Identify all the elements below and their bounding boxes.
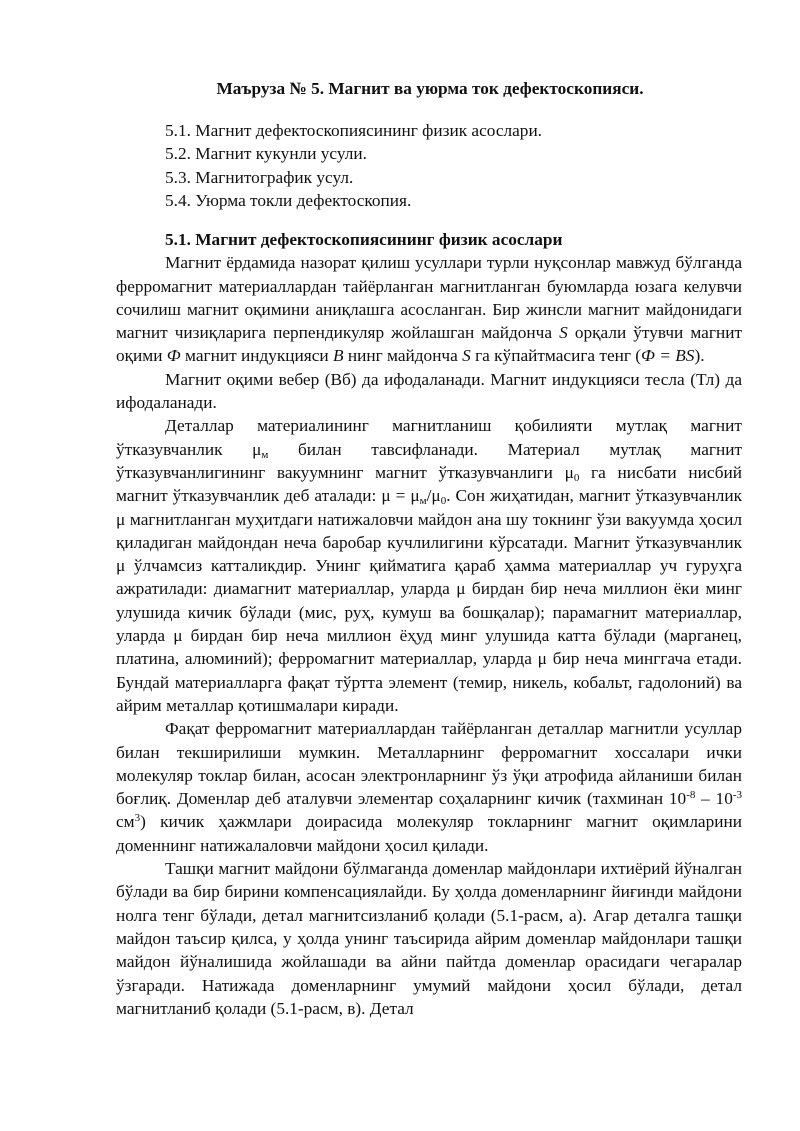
text-run: ) кичик ҳажмлари доирасида молекуляр токларнинг магнит оқимларини доменнинг натижалаловчи майдони ҳосил қилади. — [116, 812, 742, 855]
section-heading: 5.1. Магнит дефектоскопиясининг физик асослари — [165, 230, 563, 249]
superscript: -3 — [732, 789, 742, 802]
table-of-contents — [165, 119, 542, 212]
superscript: -8 — [686, 789, 696, 802]
symbol-area: S — [462, 346, 471, 366]
symbol-induction: В — [332, 346, 344, 366]
text-run: га нисбати нисбий магнит ўтказувчанлик деб аталади: μ = μ — [116, 462, 742, 506]
subscript: 0 — [440, 495, 447, 508]
text-run: Фақат ферромагнит материаллардан тайёрланган деталлар магнитли усуллар билан текширилиши мумкин. Металларнинг ферромагнит хоссалари ички молекуляр токлар билан, асосан электронларнинг ўз ўқи атрофида айланиши билан боғлиқ. Доменлар деб аталувчи элементар соҳаларнинг кичик (тахминан 10 — [116, 719, 742, 809]
text-run: . Сон жиҳатидан, магнит ўтказувчанлик μ магнитланган муҳитдаги натижаловчи майдон ана шу токнинг ўзи вакуумда ҳосил қиладиган майдондан неча баробар кучлилигини кўрсатади. Магнит ўтказувчанлик μ ўлчамсиз катталикдир. Унинг қийматига қараб ҳамма материаллар уч гуруҳга ажратилади: диамагнит материаллар, уларда μ бирдан бир неча миллион ёки минг улушида кичик бўлади (мис, руҳ, кумуш ва бошқалар); парамагнит материаллар, уларда μ бирдан бир неча миллион ёҳуд минг улушида катта бўлади (марганец, платина, алюминий); ферромагнит материаллар, уларда μ бир неча минггача етади. Бундай материалларга фақат тўртта элемент (темир, никель, кобальт, гадолоний) ва айрим металлар қотишмалари киради. — [116, 486, 742, 715]
paragraph-permeability — [116, 414, 742, 717]
text-run: нинг майдонча — [343, 346, 463, 366]
paragraph-ferromagnetic — [116, 717, 742, 857]
text-run: ). — [694, 346, 705, 366]
superscript: 3 — [134, 812, 141, 825]
paragraph-magnetic-control — [116, 251, 742, 367]
document-body — [116, 228, 742, 1020]
toc-item: 5.3. Магнитографик усул. — [165, 167, 354, 187]
toc-item: 5.2. Магнит кукунли усули. — [165, 144, 367, 164]
toc-item: 5.1. Магнит дефектоскопиясининг физик асослари. — [165, 121, 543, 140]
text-run: – 10 — [695, 789, 733, 809]
text-run: магнит индукцияси — [180, 346, 333, 366]
symbol-area: S — [559, 323, 568, 343]
formula-flux: Ф = BS — [641, 346, 695, 366]
subscript: 0 — [573, 471, 580, 484]
text-run: см — [116, 812, 135, 832]
text-run: Деталлар материалининг магнитланиш қобилияти мутлақ магнит ўтказувчанлик μ — [116, 416, 742, 459]
text-run: билан тавсифланади. Материал мутлақ магнит ўтказувчанлигининг вакуумнинг магнит ўтказувчанлиги μ — [116, 439, 743, 482]
subscript: м — [261, 448, 269, 461]
paragraph-domains: Ташқи магнит майдони бўлмаганда доменлар майдонлари ихтиёрий йўналган бўлади ва бир бирини компенсациялайди. Бу ҳолда доменларнинг йиғинди майдони нолга тенг бўлади, детал магнитсизланиб қолади (5.1-расм, а). Агар деталга ташқи майдон таъсир қилса, у ҳолда унинг таъсирида айрим доменлар майдонлари ташқи майдон йўналишида жойлашади ва айни пайтда доменлар орасидаги чегаралар ўзгаради. Натижада доменларнинг умумий майдони ҳосил бўлади, детал магнитланиб қолади (5.1-расм, в). Детал — [116, 859, 742, 1018]
subscript: м — [419, 495, 427, 508]
text-run: /μ — [426, 486, 441, 506]
text-run: орқали ўтувчи магнит оқими — [116, 323, 742, 366]
text-run: Магнит ёрдамида назорат қилиш усуллари турли нуқсонлар мавжуд бўлганда ферромагнит материаллардан тайёрланган магнитланган буюмларда юзага келувчи сочилиш магнит оқимини аниқлашга асосланган. Бир жинсли магнит майдонидаги магнит чизиқларига перпендикуляр жойлашган майдонча — [116, 253, 742, 343]
paragraph-units: Магнит оқими вебер (Вб) да ифодаланади. Магнит индукцияси тесла (Тл) да ифодаланади. — [116, 369, 742, 413]
toc-item: 5.4. Уюрма токли дефектоскопия. — [165, 190, 412, 210]
symbol-flux: Ф — [166, 346, 181, 366]
lecture-title: Маъруза № 5. Магнит ва уюрма ток дефектоскопияси. — [216, 79, 644, 98]
text-run: га кўпайтмасига тенг ( — [470, 346, 642, 366]
